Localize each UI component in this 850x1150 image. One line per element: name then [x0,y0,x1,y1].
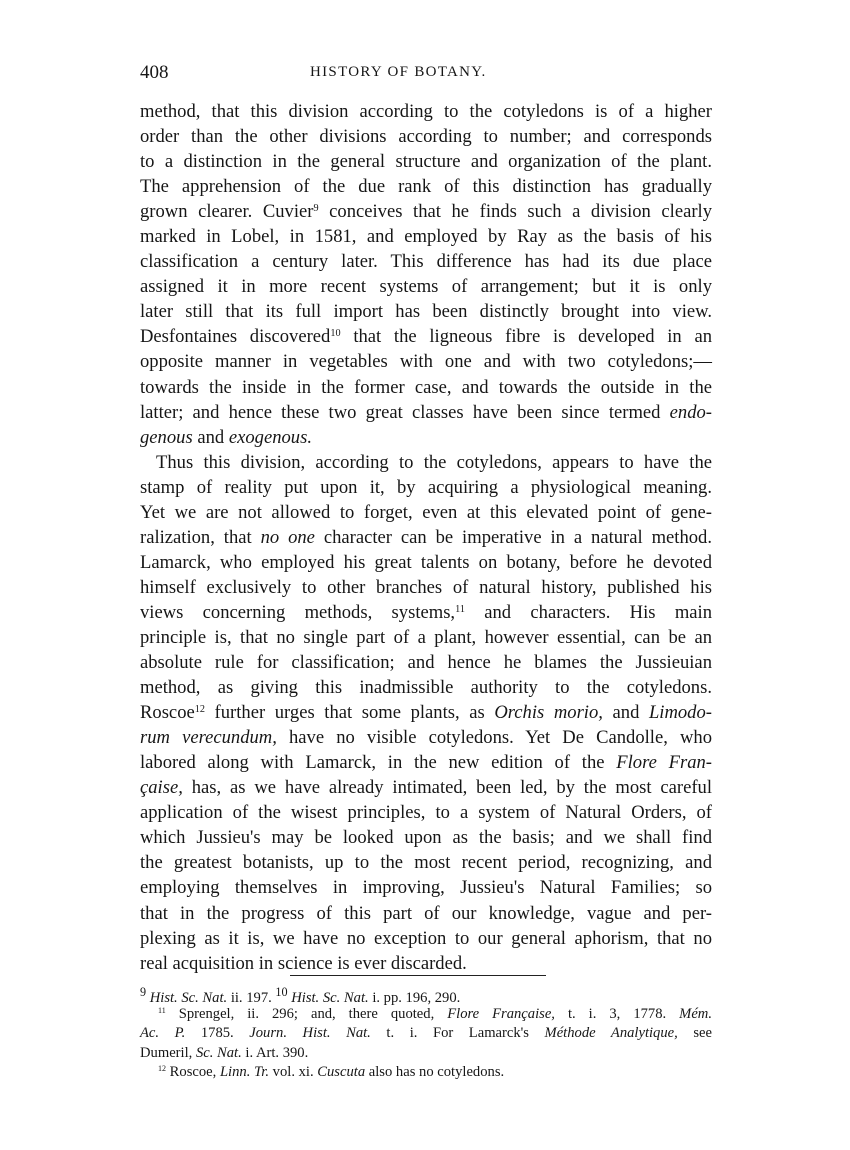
footnotes [140,985,712,1083]
footnote-ref-11[interactable]: 11 [455,603,465,615]
text-line: genous and exogenous. [140,426,312,448]
text-line: The apprehension of the due rank of this distinction has gradually [140,176,712,198]
text-line: classification a century later. This difference has had its due place [140,251,712,273]
footnote-9: $^9$ Hist. Sc. Nat. ii. 197. [140,985,272,1006]
text-line: real acquisition in science is ever discarded. [140,952,467,974]
footnote-11: $^{11}$ Sprengel, ii. 296; and, there quoted, Flore Française, t. i. 3, 1778. Mém. [158,1005,712,1022]
text-line: Lamarck, who employed his great talents on botany, before he devoted [140,551,712,573]
footnote-11-end: Dumeril, Sc. Nat. i. Art. 390. [140,1044,309,1061]
running-head: HISTORY OF BOTANY. [310,64,487,80]
footnote-ref-9[interactable]: 9 [313,203,319,215]
text-line: views concerning methods, systems,$^{11}$ and characters. His main [140,601,712,623]
text-line: Thus this division, according to the cotyledons, appears to have the [156,451,712,473]
text-line: marked in Lobel, in 1581, and employed by Ray as the basis of his [140,226,712,248]
text-line: order than the other divisions according to number; and corresponds [140,126,712,148]
footnote-ref-10[interactable]: 10 [330,328,341,340]
text-line: application of the wisest principles, to a system of Natural Orders, of [140,802,712,824]
text-line: method, as giving this inadmissible authority to the cotyledons. [140,677,712,699]
footnote-ref-12[interactable]: 12 [194,704,205,715]
text-line: himself exclusively to other branches of natural history, published his [140,576,712,598]
text-line: principle is, that no single part of a plant, however essential, can be an [140,626,712,648]
text-line: stamp of reality put upon it, by acquiring a physiological meaning. [140,476,712,498]
footnote-10: $^{10}$ Hist. Sc. Nat. i. pp. 196, 290. [275,985,461,1006]
text-line: Roscoe$^{12}$ further urges that some plants, as Orchis morio, and Limodo- [140,702,712,724]
text-line: rum verecundum, have no visible cotyledons. Yet De Candolle, who [140,727,712,749]
body-text [140,99,712,976]
text-line: which Jussieu's may be looked upon as the basis; and we shall find [140,827,712,849]
text-line: ralization, that no one character can be imperative in a natural method. [140,526,712,548]
text-line: opposite manner in vegetables with one and with two cotyledons;— [140,351,712,373]
footnote-11-continued: Ac. P. 1785. Journ. Hist. Nat. t. i. For Lamarck's Méthode Analytique, see [140,1025,712,1041]
text-line: çaise, has, as we have already intimated, been led, by the most careful [140,777,712,799]
text-line: plexing as it is, we have no exception to our general aphorism, that no [140,927,712,949]
text-line: towards the inside in the former case, and towards the outside in the [140,376,712,398]
page-header [140,62,712,86]
page-number: 408 [140,62,169,83]
text-line: the greatest botanists, up to the most recent period, recognizing, and [140,852,712,874]
text-line: assigned it in more recent systems of arrangement; but it is only [140,276,712,298]
text-line: to a distinction in the general structure and organization of the plant. [140,151,712,173]
footnote-row [140,985,712,1005]
text-line: employing themselves in improving, Jussieu's Natural Families; so [140,877,712,899]
text-line: Yet we are not allowed to forget, even at this elevated point of gene- [140,501,712,523]
text-line: Desfontaines discovered$^{10}$ that the ligneous fibre is developed in an [140,326,713,348]
text-line: absolute rule for classification; and hence he blames the Jussieuian [140,652,712,674]
text-line: latter; and hence these two great classes have been since termed endo- [140,401,712,423]
text-line: method, that this division according to the cotyledons is of a higher [140,101,712,122]
text-line: that in the progress of this part of our knowledge, vague and per- [140,902,712,924]
footnote-rule [290,975,546,976]
footnote-12: $^{12}$ Roscoe, Linn. Tr. vol. xi. Cuscuta also has no cotyledons. [158,1064,505,1080]
text-line: labored along with Lamarck, in the new edition of the Flore Fran- [140,752,712,774]
text-line: grown clearer. Cuvier$^9$ conceives that he finds such a division clearly [140,201,712,223]
text-line: later still that its full import has been distinctly brought into view. [140,301,712,323]
